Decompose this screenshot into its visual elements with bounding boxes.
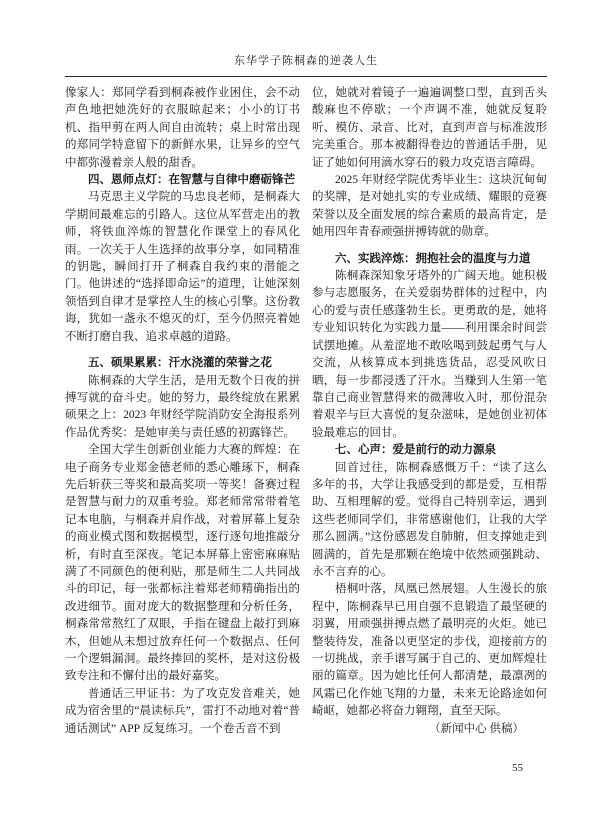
section-heading: 四、恩师点灯：在智慧与自律中磨砺锋芒	[88, 174, 295, 187]
page-number: 55	[512, 762, 523, 774]
left-column	[65, 85, 300, 745]
paragraph: 马克思主义学院的马忠良老师，是桐森大学期间最难忘的引路人。这位从军营走出的教师，将铁血淬炼的智慧化作课堂上的春风化雨。一次关于人生选择的故事分享，如同精准的钥匙，瞬间打开了桐森自我约束的潜能之门。他讲述的“选择即命运”的道理，让她深刻领悟到自律才是掌控人生的核心引擎。这份教诲，犹如一盏永不熄灭的灯，至今仍照亮着她不断打磨自我、追求卓越的道路。	[65, 191, 300, 343]
running-head-title: 东华学子陈桐森的逆袭人生	[234, 55, 378, 67]
section-heading: 五、硕果累累：汗水浇灌的荣誉之花	[88, 357, 272, 370]
paragraph: 回首过往，陈桐森感慨万千：“读了这么多年的书，大学让我感受到的都是爱，互相帮助、互相理解的爱。觉得自己特别幸运，遇到这些老师同学们，非常感谢他们，让我的大学那么圆满。”这份感恩发自肺腑，但支撑她走到圆满的，首先是那颗在绝境中依然顽强跳动、永不言弃的心。	[312, 461, 547, 578]
attribution-line: （新闻中心 供稿）	[429, 722, 524, 735]
section-heading: 六、实践淬炼：拥抱社会的温度与力道	[335, 252, 531, 265]
paragraph: 位，她就对着镜子一遍遍调整口型，直到舌头酸麻也不停歇；一个声调不准，她就反复聆听、模仿、录音、比对，直到声音与标准波形完美重合。那本被翻得卷边的普通话手册，见证了她如何用滴水穿石的毅力攻克语言障碍。	[312, 87, 547, 169]
text-columns	[65, 85, 547, 745]
paragraph: 陈桐森的大学生活，是用无数个日夜的拼搏写就的奋斗史。她的努力，最终绽放在累累硕果之上：2023 年财经学院消防安全海报系列作品优秀奖：是她审美与责任感的初露锋芒。	[65, 374, 300, 439]
paragraph: 陈桐森深知象牙塔外的广阔天地。她积极参与志愿服务，在关爱弱势群体的过程中，内心的爱与责任感蓬勃生长。更勇敢的是，她将专业知识转化为实践力量——利用课余时间尝试摆地摊。从羞涩地不敢吆喝到鼓起勇气与人交流，从核算成本到挑选货品，忍受风吹日晒，每一步都浸透了汗水。当赚到人生第一笔靠自己商业智慧得来的微薄收入时，那份混杂着艰辛与巨大喜悦的复杂滋味，是她创业初体验最难忘的回甘。	[312, 270, 547, 439]
paragraph: 2025 年财经学院优秀毕业生：这块沉甸甸的奖牌，是对她扎实的专业成绩、耀眼的竞赛荣誉以及全面发展的综合素质的最高肯定，是她用四年青春顽强拼搏铸就的勋章。	[312, 174, 547, 239]
paragraph: 全国大学生创新创业能力大赛的辉煌：在电子商务专业郑金德老师的悉心雕琢下，桐森先后斩获三等奖和最高奖项一等奖！备赛过程是智慧与耐力的双重考验。郑老师常常带着笔记本电脑，与桐森并肩作战，对着屏幕上复杂的商业模式图和数据模型，逐行逐句地推敲分析，有时直至深夜。笔记本屏幕上密密麻麻贴满了不同颜色的便利贴，那是师生二人共同战斗的印记，每一张都标注着郑老师精确指出的改进细节。面对庞大的数据整理和分析任务，桐森常常熬红了双眼，手指在键盘上敲打到麻木，但她从未想过放弃任何一个数据点、任何一个逻辑漏洞。最终捧回的奖杯，是对这份极致专注和不懈付出的最好嘉奖。	[65, 444, 300, 683]
paragraph: 像家人：郑同学看到桐森被作业困住，会不动声色地把她洗好的衣服晾起来；小小的订书机、指甲剪在两人间自由流转；桌上时常出现的郑同学特意留下的新鲜水果，让异乡的空气中都弥漫着亲人般的甜香。	[65, 87, 300, 169]
section-heading: 七、心声：爱是前行的动力源泉	[335, 444, 496, 457]
paragraph: 梧桐叶落，凤凰已然展翅。人生漫长的旅程中，陈桐森早已用自强不息锻造了最坚硬的羽翼，用顽强拼搏点燃了最明亮的火炬。她已整装待发，准备以更坚定的步伐，迎接前方的一切挑战，亲手谱写属于自己的、更加辉煌壮丽的篇章。因为她比任何人都清楚，最凛冽的风霜已化作她飞翔的力量，未来无论路途如何崎岖，她都必将奋力翱翔，直至天际。	[312, 583, 547, 718]
header-divider	[65, 76, 547, 77]
paragraph: 普通话三甲证书：为了攻克发音难关，她成为宿舍里的“晨读标兵”，雷打不动地对着“普通话测试” APP 反复练习。一个卷舌音不到	[65, 687, 300, 735]
right-column	[312, 85, 547, 745]
